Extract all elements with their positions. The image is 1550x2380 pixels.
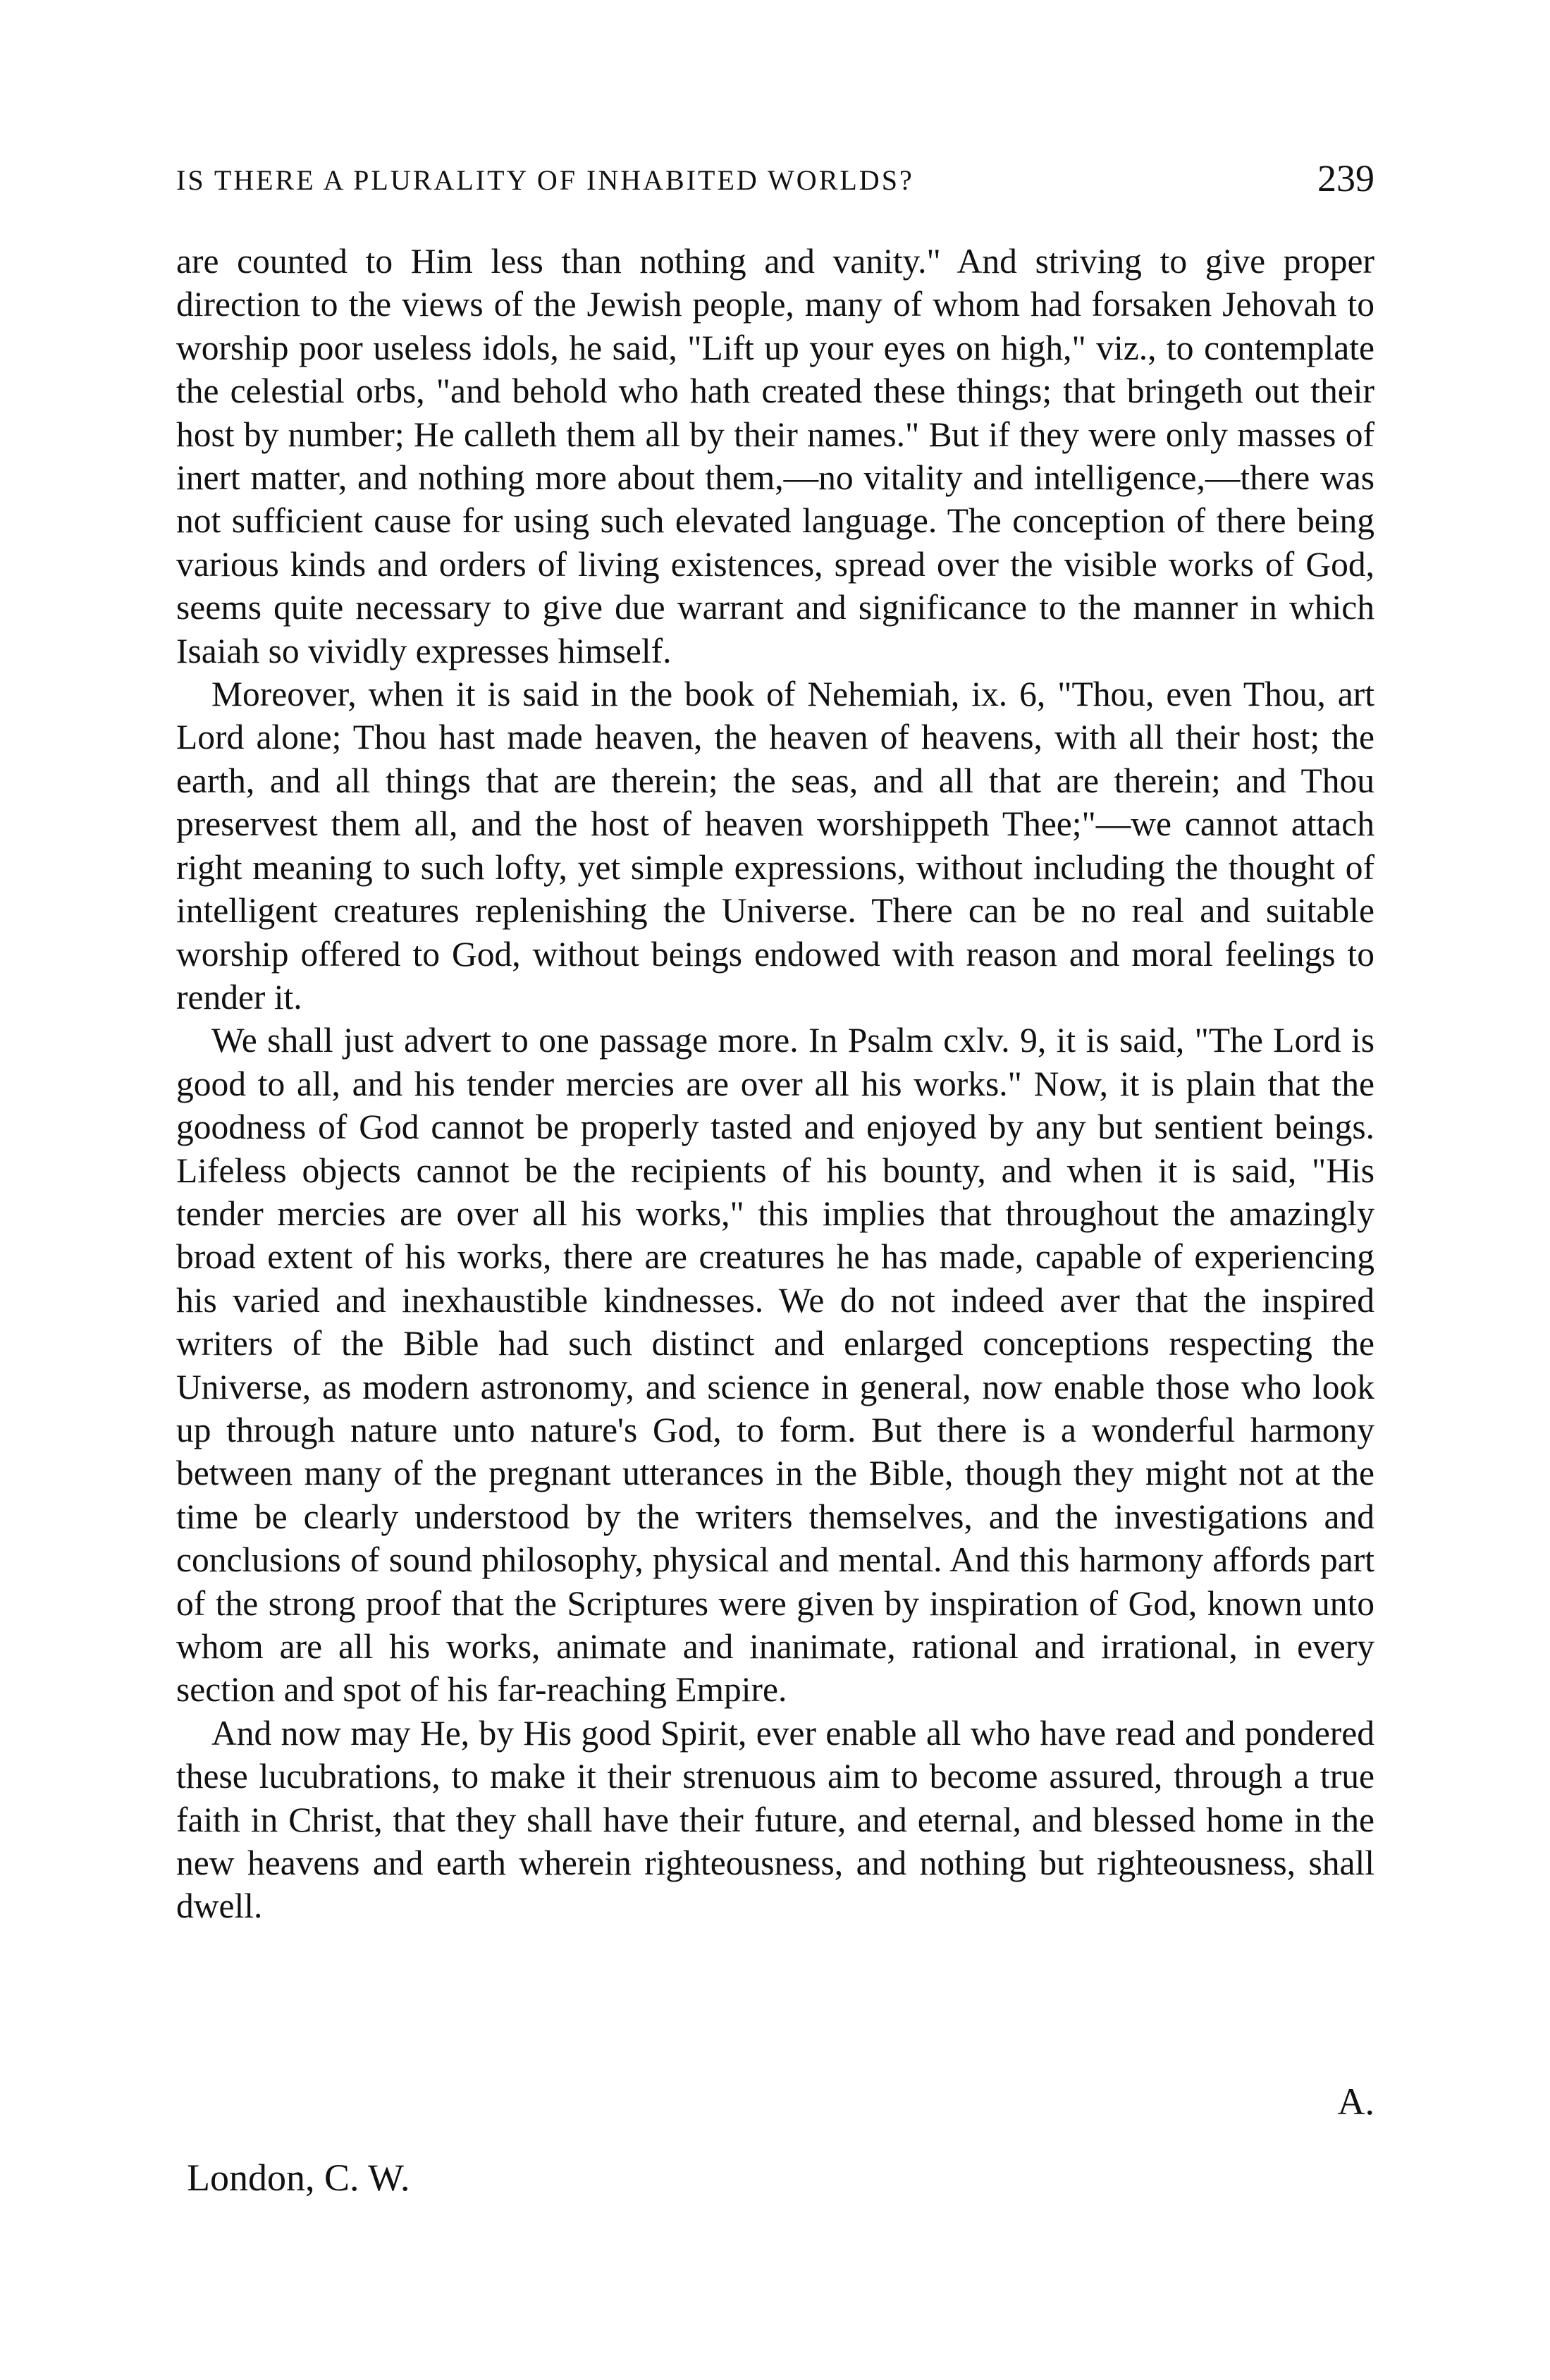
author-signature: A.: [1337, 2080, 1374, 2123]
paragraph-1: are counted to Him less than nothing and vanity." And striving to give proper direction to the views of the Jewish people, many of whom had forsaken Jehovah to worship poor useless idols, he said, "Lift up your eyes on high," viz., to contemplate the celestial orbs, "and behold who hath created these things; that bringeth out their host by number; He calleth them all by their names." But if they were only masses of inert matter, and nothing more about them,—no vitality and intelligence,—there was not sufficient cause for using such elevated language. The conception of there being various kinds and orders of living existences, spread over the visible works of God, seems quite necessary to give due warrant and significance to the manner in which Isaiah so vividly expresses himself.: [176, 242, 1374, 670]
page-number: 239: [1317, 157, 1374, 200]
paragraph-2: Moreover, when it is said in the book of Nehemiah, ix. 6, "Thou, even Thou, art Lord alone; Thou hast made heaven, the heaven of heavens, with all their host; the earth, and all things that are therein; the seas, and all that are therein; and Thou preservest them all, and the host of heaven worshippeth Thee;"—we cannot attach right meaning to such lofty, yet simple expressions, without including the thought of intelligent creatures replenishing the Universe. There can be no real and suitable worship offered to God, without beings endowed with reason and moral feelings to render it.: [176, 675, 1374, 1017]
running-title: IS THERE A PLURALITY OF INHABITED WORLDS?: [176, 164, 914, 196]
body-text: [176, 240, 1374, 1928]
dateline: London, C. W.: [187, 2157, 410, 2199]
running-head: [176, 157, 1374, 206]
paragraph-3: We shall just advert to one passage more. In Psalm cxlv. 9, it is said, "The Lord is good to all, and his tender mercies are over all his works." Now, it is plain that the goodness of God cannot be properly tasted and enjoyed by any but sentient beings. Lifeless objects cannot be the recipients of his bounty, and when it is said, "His tender mercies are over all his works," this implies that throughout the amazingly broad extent of his works, there are creatures he has made, capable of experiencing his varied and inexhaustible kindnesses. We do not indeed aver that the inspired writers of the Bible had such distinct and enlarged conceptions respecting the Universe, as modern astronomy, and science in general, now enable those who look up through nature unto nature's God, to form. But there is a wonderful harmony between many of the pregnant utterances in the Bible, though they might not at the time be clearly understood by the writers themselves, and the investigations and conclusions of sound philosophy, physical and mental. And this harmony affords part of the strong proof that the Scriptures were given by inspiration of God, known unto whom are all his works, animate and inanimate, rational and irrational, in every section and spot of his far-reaching Empire.: [176, 1021, 1374, 1710]
paragraph-4: And now may He, by His good Spirit, ever enable all who have read and pondered these lucubrations, to make it their strenuous aim to become assured, through a true faith in Christ, that they shall have their future, and eternal, and blessed home in the new heavens and earth wherein righteousness, and nothing but righteousness, shall dwell.: [176, 1713, 1374, 1926]
